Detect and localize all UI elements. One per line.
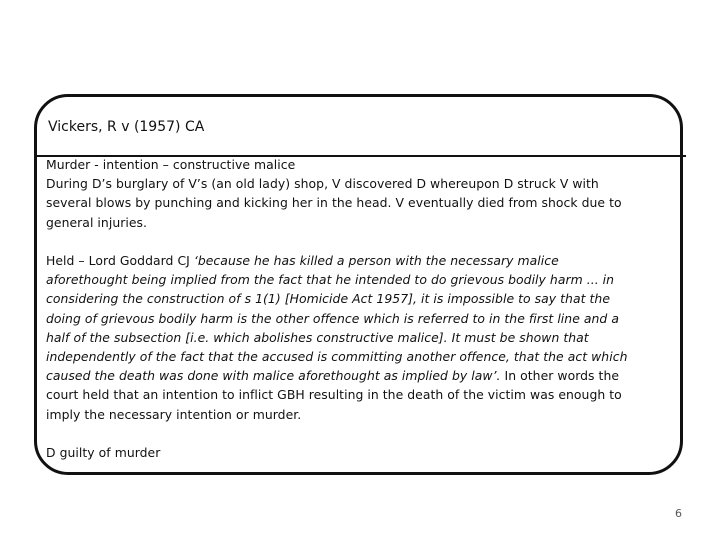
held-line: court held that an intention to inflict GBH resulting in the death of the victim was enough to xyxy=(46,387,622,403)
facts-paragraph xyxy=(46,155,651,232)
facts-line: general injuries. xyxy=(46,214,148,230)
facts-line: During D’s burglary of V’s (an old lady) shop, V discovered D whereupon D struck V with xyxy=(46,176,599,192)
facts-heading: Murder - intention – constructive malice xyxy=(46,157,296,172)
held-line: independently of the fact that the accused is committing another offence, that the act which xyxy=(46,349,628,365)
page-number: 6 xyxy=(675,507,682,520)
held-line: doing of grievous bodily harm is the other offence which is referred to in the first line and a xyxy=(46,310,619,326)
verdict-paragraph xyxy=(46,443,651,462)
facts-line: several blows by punching and kicking her in the head. V eventually died from shock due to xyxy=(46,195,622,211)
held-line xyxy=(46,366,651,385)
held-prefix: Held – Lord Goddard CJ xyxy=(46,253,194,268)
held-quote-end: caused the death was done with malice aforethought as implied by law’. xyxy=(46,368,501,384)
held-line: imply the necessary intention or murder. xyxy=(46,406,302,422)
verdict-text: D guilty of murder xyxy=(46,445,161,460)
held-line: half of the subsection [i.e. which abolishes constructive malice]. It must be shown that xyxy=(46,329,589,345)
held-line: considering the construction of s 1(1) [Homicide Act 1957], it is impossible to say that the xyxy=(46,291,610,307)
held-line xyxy=(46,251,651,270)
held-line: aforethought being implied from the fact that he intended to do grievous bodily harm ... in xyxy=(46,272,615,288)
held-paragraph xyxy=(46,251,651,424)
case-title: Vickers, R v (1957) CA xyxy=(48,119,205,135)
held-commentary: In other words the xyxy=(500,368,620,384)
held-quote: ‘because he has killed a person with the necessary malice xyxy=(193,253,559,268)
